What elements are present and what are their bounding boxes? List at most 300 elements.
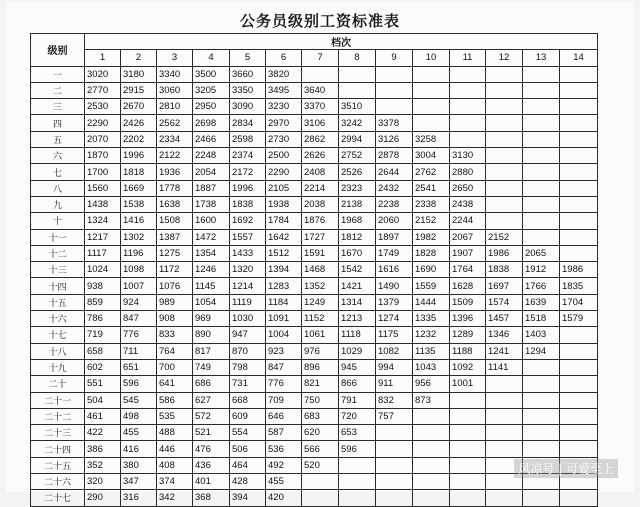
salary-cell: 422 xyxy=(85,425,121,441)
salary-cell: 1784 xyxy=(266,213,302,229)
salary-cell xyxy=(413,457,450,473)
salary-cell: 352 xyxy=(85,457,121,473)
grade-number-cell: 6 xyxy=(266,50,302,66)
salary-cell: 1082 xyxy=(376,343,413,359)
salary-cell xyxy=(302,66,339,82)
salary-cell: 870 xyxy=(230,343,266,359)
salary-cell: 1054 xyxy=(193,294,230,310)
salary-cell: 1214 xyxy=(230,278,266,294)
salary-cell: 1196 xyxy=(121,245,157,261)
salary-cell: 3060 xyxy=(157,82,193,98)
salary-cell: 3180 xyxy=(121,66,157,82)
salary-cell: 455 xyxy=(121,425,157,441)
salary-cell: 1559 xyxy=(413,278,450,294)
salary-cell: 1352 xyxy=(302,278,339,294)
salary-cell: 1213 xyxy=(339,311,376,327)
salary-cell: 1335 xyxy=(413,311,450,327)
level-cell: 十六 xyxy=(31,311,85,327)
salary-cell: 1004 xyxy=(266,327,302,343)
salary-cell xyxy=(560,148,598,164)
salary-cell: 1642 xyxy=(266,229,302,245)
salary-cell: 1509 xyxy=(450,294,486,310)
table-row xyxy=(31,376,598,392)
salary-cell xyxy=(413,115,450,131)
salary-cell: 2752 xyxy=(339,148,376,164)
level-cell: 九 xyxy=(31,196,85,212)
salary-cell: 1098 xyxy=(121,262,157,278)
salary-cell: 401 xyxy=(193,474,230,490)
salary-cell xyxy=(413,82,450,98)
salary-cell: 476 xyxy=(193,441,230,457)
level-cell: 二十四 xyxy=(31,441,85,457)
salary-cell: 1001 xyxy=(450,376,486,392)
salary-cell: 683 xyxy=(302,408,339,424)
salary-cell xyxy=(560,82,598,98)
grade-number-cell: 2 xyxy=(121,50,157,66)
grade-number-cell: 11 xyxy=(450,50,486,66)
salary-cell xyxy=(560,229,598,245)
salary-cell xyxy=(486,180,523,196)
salary-cell: 368 xyxy=(193,490,230,506)
salary-cell xyxy=(486,66,523,82)
salary-cell: 2698 xyxy=(193,115,230,131)
salary-cell: 1346 xyxy=(486,327,523,343)
salary-cell: 1897 xyxy=(376,229,413,245)
salary-cell xyxy=(339,82,376,98)
salary-cell: 2915 xyxy=(121,82,157,98)
salary-cell xyxy=(523,490,560,506)
salary-cell xyxy=(339,457,376,473)
salary-cell: 1870 xyxy=(85,148,121,164)
salary-cell: 2770 xyxy=(85,82,121,98)
salary-cell: 924 xyxy=(121,294,157,310)
level-cell: 七 xyxy=(31,164,85,180)
salary-cell: 536 xyxy=(266,441,302,457)
salary-cell: 945 xyxy=(339,359,376,375)
salary-cell xyxy=(523,131,560,147)
salary-cell: 554 xyxy=(230,425,266,441)
table-row xyxy=(31,425,598,441)
level-cell: 二十六 xyxy=(31,474,85,490)
salary-cell: 1996 xyxy=(121,148,157,164)
salary-cell xyxy=(486,376,523,392)
salary-cell: 1294 xyxy=(523,343,560,359)
salary-cell: 2060 xyxy=(376,213,413,229)
salary-cell: 1387 xyxy=(157,229,193,245)
salary-cell: 2122 xyxy=(157,148,193,164)
salary-cell: 1117 xyxy=(85,245,121,261)
salary-cell: 1738 xyxy=(193,196,230,212)
salary-cell: 602 xyxy=(85,359,121,375)
salary-cell xyxy=(376,441,413,457)
salary-table xyxy=(30,33,598,507)
grade-number-cell: 3 xyxy=(157,50,193,66)
salary-cell: 2862 xyxy=(302,131,339,147)
salary-cell: 1007 xyxy=(121,278,157,294)
salary-cell: 2290 xyxy=(266,164,302,180)
salary-cell xyxy=(450,457,486,473)
salary-cell: 596 xyxy=(339,441,376,457)
table-row xyxy=(31,115,598,131)
salary-cell xyxy=(523,441,560,457)
table-row xyxy=(31,359,598,375)
salary-cell xyxy=(486,213,523,229)
salary-cell: 947 xyxy=(230,327,266,343)
salary-cell: 3640 xyxy=(302,82,339,98)
salary-cell: 1188 xyxy=(450,343,486,359)
salary-cell: 1887 xyxy=(193,180,230,196)
table-row xyxy=(31,408,598,424)
salary-cell: 686 xyxy=(193,376,230,392)
salary-cell xyxy=(450,82,486,98)
salary-cell xyxy=(302,474,339,490)
salary-cell: 2152 xyxy=(413,213,450,229)
salary-cell xyxy=(560,376,598,392)
salary-cell: 2500 xyxy=(266,148,302,164)
salary-cell: 651 xyxy=(121,359,157,375)
salary-cell: 620 xyxy=(302,425,339,441)
table-body xyxy=(31,66,598,506)
salary-cell xyxy=(486,148,523,164)
salary-cell: 1670 xyxy=(339,245,376,261)
salary-cell: 2541 xyxy=(413,180,450,196)
level-cell: 十五 xyxy=(31,294,85,310)
table-row xyxy=(31,213,598,229)
salary-cell: 551 xyxy=(85,376,121,392)
salary-cell: 1289 xyxy=(450,327,486,343)
salary-cell: 320 xyxy=(85,474,121,490)
salary-cell: 609 xyxy=(230,408,266,424)
salary-cell xyxy=(560,441,598,457)
grade-column-header: 档次 xyxy=(85,34,598,50)
salary-cell: 2374 xyxy=(230,148,266,164)
table-row xyxy=(31,164,598,180)
salary-cell xyxy=(450,115,486,131)
salary-cell xyxy=(523,66,560,82)
salary-cell xyxy=(376,82,413,98)
salary-cell: 1024 xyxy=(85,262,121,278)
salary-cell: 446 xyxy=(157,441,193,457)
salary-cell: 890 xyxy=(193,327,230,343)
level-cell: 四 xyxy=(31,115,85,131)
salary-cell: 2105 xyxy=(266,180,302,196)
salary-cell: 2834 xyxy=(230,115,266,131)
salary-cell xyxy=(560,408,598,424)
salary-cell: 2334 xyxy=(157,131,193,147)
salary-cell: 2562 xyxy=(157,115,193,131)
salary-cell: 1175 xyxy=(376,327,413,343)
level-cell: 二 xyxy=(31,82,85,98)
salary-cell: 1838 xyxy=(486,262,523,278)
salary-cell: 3242 xyxy=(339,115,376,131)
salary-cell xyxy=(560,131,598,147)
salary-cell: 3106 xyxy=(302,115,339,131)
salary-cell xyxy=(523,229,560,245)
salary-cell xyxy=(486,82,523,98)
salary-cell xyxy=(376,425,413,441)
salary-cell: 2290 xyxy=(85,115,121,131)
salary-cell: 1986 xyxy=(560,262,598,278)
salary-cell: 1996 xyxy=(230,180,266,196)
salary-cell xyxy=(376,474,413,490)
salary-cell: 1029 xyxy=(339,343,376,359)
salary-cell xyxy=(450,66,486,82)
salary-cell: 3004 xyxy=(413,148,450,164)
salary-cell: 488 xyxy=(157,425,193,441)
salary-cell: 938 xyxy=(85,278,121,294)
salary-cell xyxy=(523,196,560,212)
salary-cell: 1379 xyxy=(376,294,413,310)
salary-cell: 1876 xyxy=(302,213,339,229)
salary-cell: 2438 xyxy=(450,196,486,212)
salary-cell xyxy=(523,148,560,164)
header-row-group xyxy=(31,34,598,50)
salary-cell: 832 xyxy=(376,392,413,408)
salary-cell: 1579 xyxy=(560,311,598,327)
level-cell: 二十三 xyxy=(31,425,85,441)
salary-cell: 2172 xyxy=(230,164,266,180)
salary-cell: 1135 xyxy=(413,343,450,359)
salary-cell: 1600 xyxy=(193,213,230,229)
salary-cell: 1217 xyxy=(85,229,121,245)
salary-cell: 347 xyxy=(121,474,157,490)
salary-cell: 866 xyxy=(339,376,376,392)
salary-cell: 2598 xyxy=(230,131,266,147)
table-row xyxy=(31,131,598,147)
salary-cell: 641 xyxy=(157,376,193,392)
salary-cell: 2970 xyxy=(266,115,302,131)
salary-cell: 2202 xyxy=(121,131,157,147)
salary-cell: 1472 xyxy=(193,229,230,245)
table-row xyxy=(31,327,598,343)
salary-cell: 658 xyxy=(85,343,121,359)
salary-cell xyxy=(523,99,560,115)
salary-cell: 2338 xyxy=(413,196,450,212)
salary-cell: 2730 xyxy=(266,131,302,147)
salary-cell: 2426 xyxy=(121,115,157,131)
salary-cell: 1574 xyxy=(486,294,523,310)
watermark: 风凉号 | 可爱至上 xyxy=(514,459,618,478)
salary-cell: 342 xyxy=(157,490,193,506)
salary-cell: 776 xyxy=(121,327,157,343)
salary-cell xyxy=(523,408,560,424)
table-row xyxy=(31,278,598,294)
salary-cell: 911 xyxy=(376,376,413,392)
salary-cell: 757 xyxy=(376,408,413,424)
salary-cell: 956 xyxy=(413,376,450,392)
salary-cell: 3258 xyxy=(413,131,450,147)
salary-cell: 3230 xyxy=(266,99,302,115)
salary-cell: 1828 xyxy=(413,245,450,261)
salary-cell: 2466 xyxy=(193,131,230,147)
salary-cell: 908 xyxy=(157,311,193,327)
salary-cell: 2054 xyxy=(193,164,230,180)
grade-number-cell: 13 xyxy=(523,50,560,66)
page-title: 公务员级别工资标准表 xyxy=(239,12,400,30)
salary-cell: 2070 xyxy=(85,131,121,147)
level-cell: 二十五 xyxy=(31,457,85,473)
salary-cell: 646 xyxy=(266,408,302,424)
salary-cell: 2878 xyxy=(376,148,413,164)
salary-cell: 2214 xyxy=(302,180,339,196)
salary-cell: 521 xyxy=(193,425,230,441)
salary-cell: 1692 xyxy=(230,213,266,229)
salary-cell: 2626 xyxy=(302,148,339,164)
salary-cell: 923 xyxy=(266,343,302,359)
salary-cell: 873 xyxy=(413,392,450,408)
salary-cell: 1302 xyxy=(121,229,157,245)
salary-cell xyxy=(376,66,413,82)
grade-number-cell: 9 xyxy=(376,50,413,66)
salary-cell: 653 xyxy=(339,425,376,441)
salary-cell: 1669 xyxy=(121,180,157,196)
salary-cell: 2152 xyxy=(486,229,523,245)
salary-cell: 374 xyxy=(157,474,193,490)
salary-cell: 833 xyxy=(157,327,193,343)
salary-cell: 711 xyxy=(121,343,157,359)
salary-cell: 3340 xyxy=(157,66,193,82)
salary-cell xyxy=(486,115,523,131)
salary-cell xyxy=(560,359,598,375)
salary-cell: 1727 xyxy=(302,229,339,245)
salary-cell xyxy=(560,327,598,343)
salary-cell: 1184 xyxy=(266,294,302,310)
grade-number-row xyxy=(31,50,598,66)
salary-cell: 1274 xyxy=(376,311,413,327)
salary-cell: 1512 xyxy=(266,245,302,261)
salary-cell: 2065 xyxy=(523,245,560,261)
salary-cell xyxy=(560,115,598,131)
salary-cell xyxy=(560,392,598,408)
level-cell: 三 xyxy=(31,99,85,115)
salary-cell xyxy=(560,245,598,261)
salary-cell xyxy=(450,441,486,457)
salary-cell: 3500 xyxy=(193,66,230,82)
salary-cell xyxy=(450,392,486,408)
salary-cell: 847 xyxy=(266,359,302,375)
salary-cell: 1835 xyxy=(560,278,598,294)
salary-cell xyxy=(450,425,486,441)
salary-cell: 627 xyxy=(193,392,230,408)
level-cell: 二十 xyxy=(31,376,85,392)
salary-cell: 1283 xyxy=(266,278,302,294)
salary-cell: 2530 xyxy=(85,99,121,115)
salary-cell: 2880 xyxy=(450,164,486,180)
salary-cell xyxy=(413,474,450,490)
salary-cell: 989 xyxy=(157,294,193,310)
salary-cell: 1936 xyxy=(157,164,193,180)
salary-cell: 3660 xyxy=(230,66,266,82)
salary-cell xyxy=(560,180,598,196)
salary-cell: 3378 xyxy=(376,115,413,131)
salary-cell: 535 xyxy=(157,408,193,424)
salary-cell: 1457 xyxy=(486,311,523,327)
salary-cell: 408 xyxy=(157,457,193,473)
salary-cell: 1986 xyxy=(486,245,523,261)
salary-cell xyxy=(339,490,376,506)
salary-cell xyxy=(376,457,413,473)
salary-cell: 709 xyxy=(266,392,302,408)
level-cell: 十九 xyxy=(31,359,85,375)
salary-cell: 380 xyxy=(121,457,157,473)
table-row xyxy=(31,99,598,115)
salary-cell: 1119 xyxy=(230,294,266,310)
table-row xyxy=(31,311,598,327)
salary-cell xyxy=(560,196,598,212)
salary-cell: 2762 xyxy=(413,164,450,180)
salary-cell: 2408 xyxy=(302,164,339,180)
grade-number-cell: 10 xyxy=(413,50,450,66)
salary-cell: 492 xyxy=(266,457,302,473)
grade-number-cell: 1 xyxy=(85,50,121,66)
salary-cell xyxy=(523,82,560,98)
salary-cell: 749 xyxy=(193,359,230,375)
salary-cell: 2244 xyxy=(450,213,486,229)
salary-cell xyxy=(523,376,560,392)
salary-cell: 1766 xyxy=(523,278,560,294)
salary-cell: 791 xyxy=(339,392,376,408)
salary-cell xyxy=(376,99,413,115)
salary-cell: 2248 xyxy=(193,148,230,164)
salary-cell: 1764 xyxy=(450,262,486,278)
salary-cell: 976 xyxy=(302,343,339,359)
grade-number-cell: 7 xyxy=(302,50,339,66)
salary-cell xyxy=(486,196,523,212)
salary-cell xyxy=(486,392,523,408)
salary-cell: 821 xyxy=(302,376,339,392)
salary-cell: 2810 xyxy=(157,99,193,115)
salary-cell: 1591 xyxy=(302,245,339,261)
salary-cell: 1700 xyxy=(85,164,121,180)
salary-cell: 3820 xyxy=(266,66,302,82)
salary-cell xyxy=(523,425,560,441)
table-row xyxy=(31,294,598,310)
salary-cell xyxy=(339,474,376,490)
salary-cell: 1812 xyxy=(339,229,376,245)
salary-cell: 2138 xyxy=(339,196,376,212)
salary-cell: 394 xyxy=(230,490,266,506)
salary-cell: 2323 xyxy=(339,180,376,196)
level-cell: 十四 xyxy=(31,278,85,294)
salary-cell xyxy=(413,99,450,115)
salary-cell xyxy=(560,343,598,359)
salary-cell xyxy=(450,408,486,424)
level-cell: 十七 xyxy=(31,327,85,343)
salary-cell xyxy=(413,425,450,441)
salary-cell xyxy=(450,131,486,147)
salary-cell: 316 xyxy=(121,490,157,506)
salary-cell: 1275 xyxy=(157,245,193,261)
salary-cell xyxy=(450,490,486,506)
salary-cell: 3350 xyxy=(230,82,266,98)
salary-cell: 586 xyxy=(157,392,193,408)
salary-cell: 1249 xyxy=(302,294,339,310)
salary-cell: 1320 xyxy=(230,262,266,278)
grade-number-cell: 4 xyxy=(193,50,230,66)
salary-cell: 969 xyxy=(193,311,230,327)
salary-cell: 1145 xyxy=(193,278,230,294)
salary-cell: 1982 xyxy=(413,229,450,245)
salary-cell: 1508 xyxy=(157,213,193,229)
salary-cell: 1396 xyxy=(450,311,486,327)
salary-cell xyxy=(560,490,598,506)
salary-cell xyxy=(486,490,523,506)
salary-cell: 1061 xyxy=(302,327,339,343)
salary-cell: 1704 xyxy=(560,294,598,310)
salary-cell: 1246 xyxy=(193,262,230,278)
salary-cell xyxy=(560,164,598,180)
salary-cell: 2644 xyxy=(376,164,413,180)
